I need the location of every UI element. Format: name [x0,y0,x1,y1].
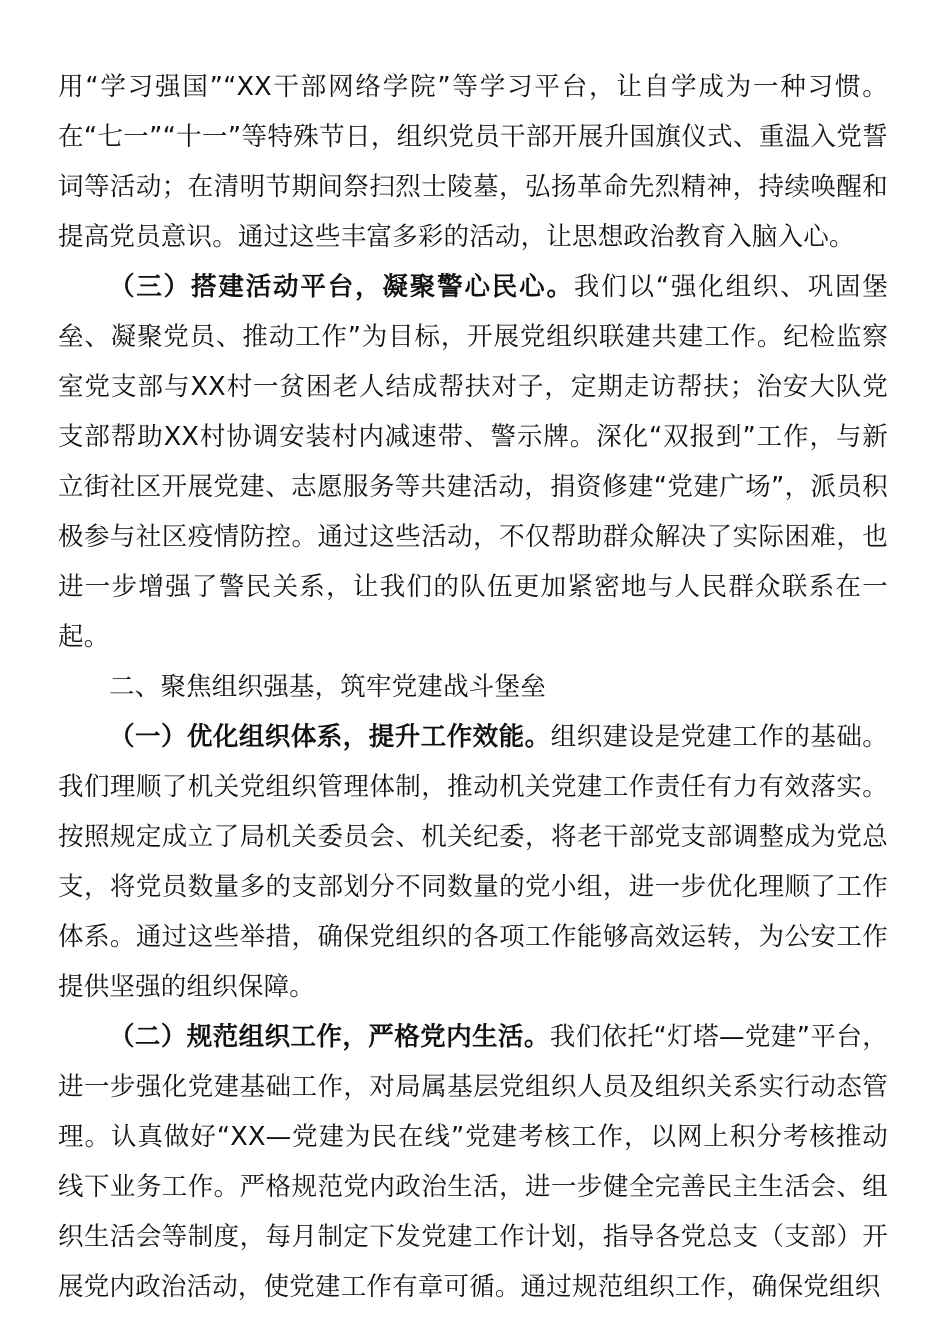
paragraph-3-text: 组织建设是党建工作的基础。我们理顺了机关党组织管理体制，推动机关党建工作责任有力有效落实。按照规定成立了局机关委员会、机关纪委，将老干部党支部调整成为党总支，将党员数量多的支部划分不同数量的党小组，进一步优化理顺了工作体系。通过这些举措，确保党组织的各项工作能够高效运转，为公安工作提供坚强的组织保障。 [58,722,888,1002]
paragraph-2-text: 我们以“强化组织、巩固堡垒、凝聚党员、推动工作”为目标，开展党组织联建共建工作。纪检监察室党支部与XX村一贫困老人结成帮扶对子，定期走访帮扶；治安大队党支部帮助XX村协调安装村内减速带、警示牌。深化“双报到”工作，与新立街社区开展党建、志愿服务等共建活动，捐资修建“党建广场”，派员积极参与社区疫情防控。通过这些活动，不仅帮助群众解决了实际困难，也进一步增强了警民关系，让我们的队伍更加紧密地与人民群众联系在一起。 [58,272,888,652]
document-page [58,62,888,1312]
paragraph-1 [58,62,888,262]
paragraph-3 [58,712,888,1012]
paragraph-3-heading: （一）优化组织体系，提升工作效能。 [109,722,551,752]
section-heading-2: 二、聚焦组织强基，筑牢党建战斗堡垒 [109,672,546,702]
paragraph-1-text: 用“学习强国”“XX干部网络学院”等学习平台，让自学成为一种习惯。在“七一”“十一”等特殊节日，组织党员干部开展升国旗仪式、重温入党誓词等活动；在清明节期间祭扫烈士陵墓，弘扬革命先烈精神，持续唤醒和提高党员意识。通过这些丰富多彩的活动，让思想政治教育入脑入心。 [58,72,888,252]
paragraph-2 [58,262,888,662]
paragraph-4-text: 我们依托“灯塔—党建”平台，进一步强化党建基础工作，对局属基层党组织人员及组织关系实行动态管理。认真做好“XX—党建为民在线”党建考核工作，以网上积分考核推动线下业务工作。严格规范党内政治生活，进一步健全完善民主生活会、组织生活会等制度，每月制定下发党建工作计划，指导各党总支（支部）开展党内政治活动，使党建工作有章可循。通过规范组织工作，确保党组织 [58,1022,888,1302]
paragraph-2-heading: （三）搭建活动平台，凝聚警心民心。 [109,272,574,302]
paragraph-4 [58,1012,888,1312]
paragraph-4-heading: （二）规范组织工作，严格党内生活。 [109,1022,550,1052]
